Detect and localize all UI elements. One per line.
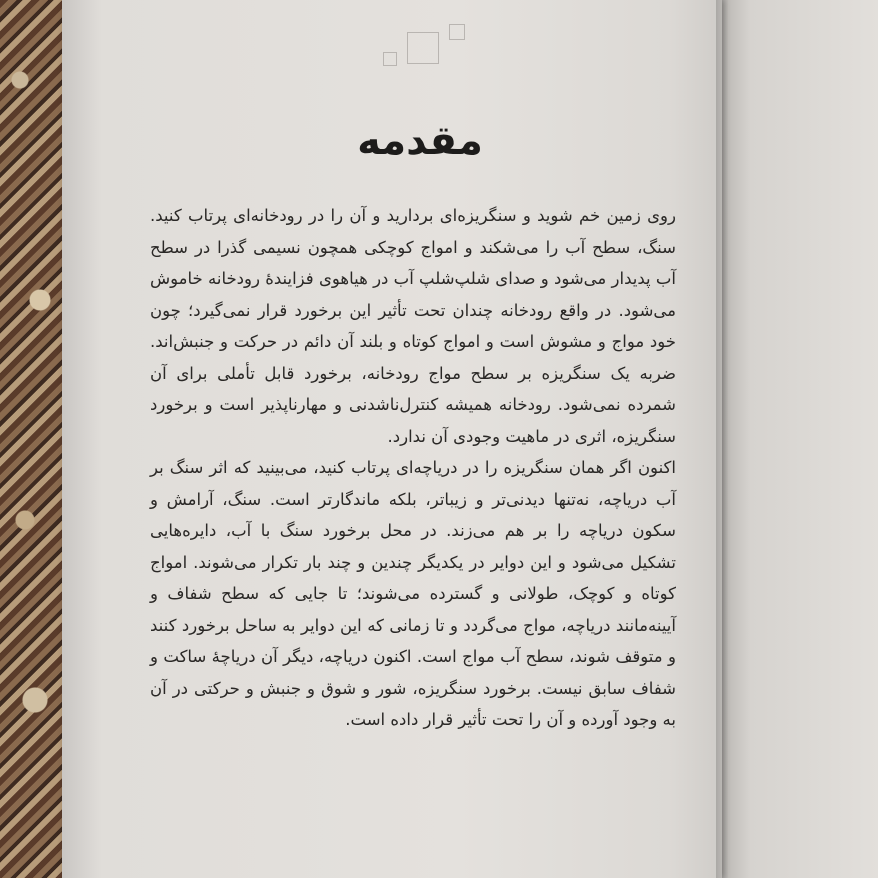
square-ornament <box>383 24 468 69</box>
carpet-background <box>0 0 70 878</box>
book-gutter <box>716 0 728 878</box>
ornament-square-large <box>407 32 439 64</box>
ornament-square-small <box>383 52 397 66</box>
paragraph: اکنون اگر همان سنگریزه را در دریاچه‌ای پرتاب کنید، می‌بینید که اثر سنگ بر آب دریاچه، نه‌تنها دیدنی‌تر و زیباتر، بلکه ماندگارتر است. سنگ، آرامش و سکون دریاچه را بر هم می‌زند. در محل برخورد سنگ با آب، دایره‌هایی تشکیل می‌شود و این دوایر در یکدیگر چندین و چند بار تکرار می‌شوند. امواج کوتاه و کوچک، طولانی و گسترده می‌شوند؛ تا جایی که سطح شفاف و آیینه‌مانند دریاچه، مواج می‌گردد و تا زمانی که این دوایر به ساحل برخورد کنند و متوقف شوند، سطح آب مواج است. اکنون دریاچه، دیگر آن دریاچهٔ ساکت و شفاف سابق نیست. برخورد سنگریزه، شور و شوق و جنبش و حرکتی در آن به وجود آورده و آن را تحت تأثیر قرار داده است. <box>150 458 676 729</box>
body-text <box>150 200 676 736</box>
chapter-heading: مقدمه <box>357 118 483 164</box>
facing-page <box>722 0 878 878</box>
paragraph: روی زمین خم شوید و سنگریزه‌ای بردارید و آن را در رودخانه‌ای پرتاب کنید. سنگ، سطح آب را می‌شکند و امواج کوچکی همچون نسیمی گذرا در سطح آب پدیدار می‌شود و صدای شلپ‌شلپ آب در هیاهوی فزایندهٔ رودخانه خاموش می‌شود. در واقع رودخانه چندان تحت تأثیر این برخورد قرار نمی‌گیرد؛ چون خود مواج و مشوش است و امواج کوتاه و بلند آن دائم در حرکت و جنبش‌اند. ضربه یک سنگریزه بر سطح مواج رودخانه، برخورد قابل تأملی برای آن شمرده نمی‌شود. رودخانه همیشه کنترل‌ناشدنی و مهارناپذیر است و برخورد سنگریزه، اثری در ماهیت وجودی آن ندارد. <box>150 206 676 446</box>
ornament-square-medium <box>449 24 465 40</box>
